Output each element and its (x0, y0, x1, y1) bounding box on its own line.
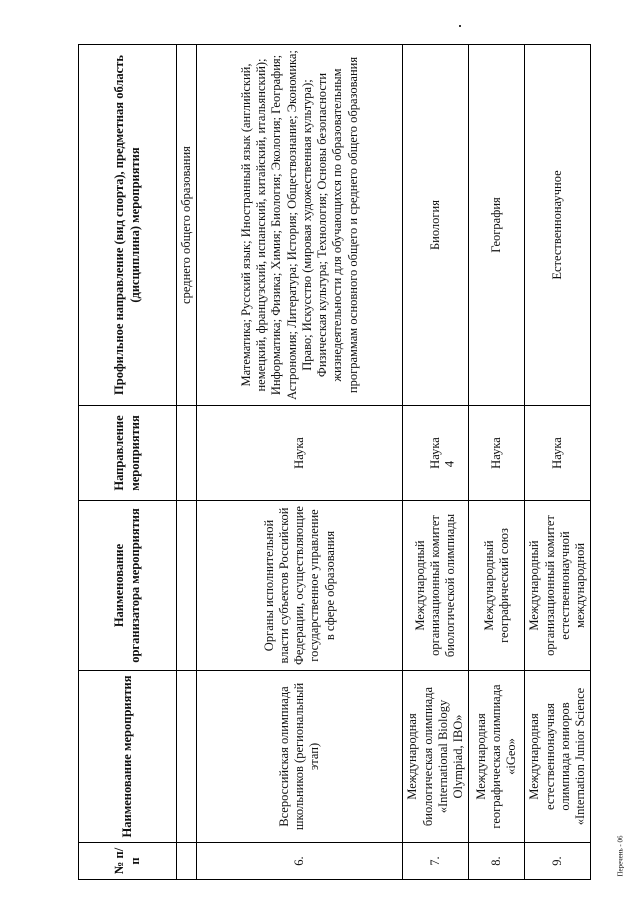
row-name: Международная географическая олимпиада «iGeo» (469, 671, 525, 843)
table-row (525, 45, 591, 880)
row-direction: Наука (525, 406, 591, 501)
footer-note: Перечень - 06 (616, 835, 625, 877)
row-profile: География (469, 45, 525, 406)
header-profile: Профильное направление (вид спорта), предметная область (дисциплина) мероприятия (79, 45, 177, 406)
row-organizer: Международный организационный комитет биологической олимпиады (403, 501, 469, 671)
row-num: 7. (403, 843, 469, 880)
header-organizer: Наименование организатора мероприятия (79, 501, 177, 671)
row-num: 6. (197, 843, 403, 880)
row-organizer: Международный географический союз (469, 501, 525, 671)
table-row (403, 45, 469, 880)
table-row (469, 45, 525, 880)
continuation-cell: среднего общего образования (177, 45, 197, 406)
page-number: 4 (441, 460, 457, 468)
row-organizer: Органы исполнительной власти субъектов Российской Федерации, осуществляющие государственное управление в сфере образования (197, 501, 403, 671)
row-name: Международная биологическая олимпиада «International Biology Olympiad, IBO» (403, 671, 469, 843)
table-row-continuation (177, 45, 197, 880)
table-row (197, 45, 403, 880)
row-name: Всероссийская олимпиада школьников (региональный этап) (197, 671, 403, 843)
table-header-row (79, 45, 177, 880)
row-profile: Биология (403, 45, 469, 406)
row-profile: Естественнонаучное (525, 45, 591, 406)
header-direction: Направление мероприятия (79, 406, 177, 501)
row-num: 8. (469, 843, 525, 880)
scan-speck (459, 25, 461, 27)
row-direction: Наука (469, 406, 525, 501)
row-organizer: Международный организационный комитет естественнонаучной международной (525, 501, 591, 671)
row-direction: Наука (197, 406, 403, 501)
events-table (78, 44, 591, 880)
header-name: Наименование мероприятия (79, 671, 177, 843)
row-profile: Математика; Русский язык; Иностранный язык (английский, немецкий, французский, испанский, китайский, итальянский); Информатика; Физика; Химия; Биология; Экология; География; Астрономия; Литература; История; Обществознание; Экономика; Право; Искусство (мировая художественная культура); Физическая культура; Технология; Основы безопасности жизнедеятельности для обучающихся по образовательным программам основного общего и среднего общего образования (197, 45, 403, 406)
row-num: 9. (525, 843, 591, 880)
row-direction: Наука (403, 406, 469, 501)
rotated-table-wrapper (78, 45, 588, 880)
header-num: № п/п (79, 843, 177, 880)
row-name: Международная естественнонаучная олимпиада юниоров «Internation Junior Science (525, 671, 591, 843)
